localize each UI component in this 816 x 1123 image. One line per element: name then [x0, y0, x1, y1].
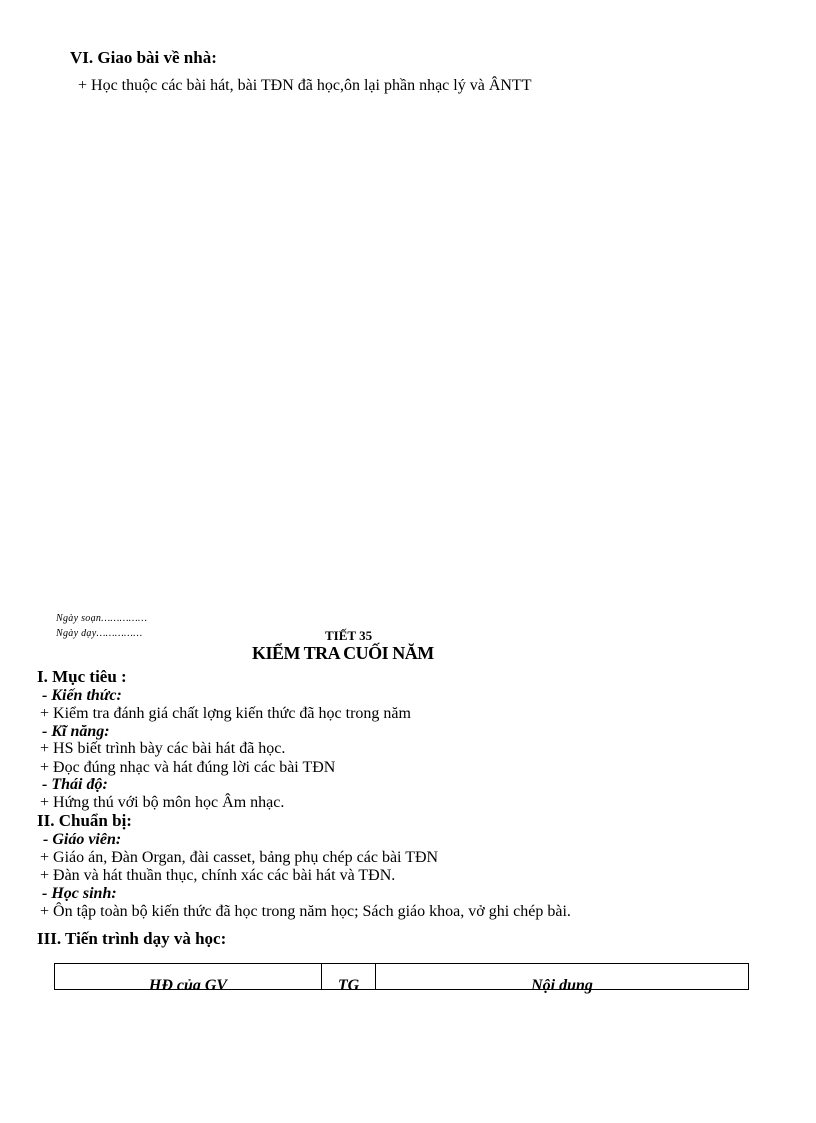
homework-item: + Học thuộc các bài hát, bài TĐN đã học,ôn lại phần nhạc lý và ÂNTT [78, 77, 532, 94]
teacher-label: - Giáo viên: [43, 831, 122, 848]
skills-item: + Đọc đúng nhạc và hát đúng lời các bài TĐN [40, 759, 336, 776]
knowledge-item: + Kiểm tra đánh giá chất lợng kiến thức đã học trong năm [40, 705, 411, 722]
column-header: Nội dung [376, 964, 749, 990]
lesson-plan-table [54, 963, 749, 994]
process-heading: III. Tiến trình dạy và học: [37, 929, 227, 948]
knowledge-label: - Kiến thức: [42, 687, 122, 704]
column-header: HĐ của GV [55, 964, 322, 990]
table-header-row [55, 964, 749, 990]
objectives-heading: I. Mục tiêu : [37, 667, 127, 686]
date-prepared: Ngày soạn…………… [56, 613, 148, 624]
teacher-item: + Đàn và hát thuần thục, chính xác các bài hát và TĐN. [40, 867, 396, 884]
student-item: + Ôn tập toàn bộ kiến thức đã học trong năm học; Sách giáo khoa, vở ghi chép bài. [40, 903, 571, 920]
student-label: - Học sinh: [42, 885, 117, 902]
section-6-heading: VI. Giao bài về nhà: [70, 48, 217, 67]
column-header: TG [322, 964, 376, 990]
page-title: KIỂM TRA CUỐI NĂM [252, 643, 434, 663]
skills-item: + HS biết trình bày các bài hát đã học. [40, 740, 286, 757]
date-taught: Ngày dạy…………… [56, 628, 143, 639]
lesson-number: TIẾT 35 [325, 628, 373, 643]
preparation-heading: II. Chuẩn bị: [37, 811, 132, 830]
skills-label: - Kĩ năng: [42, 723, 110, 740]
attitude-label: - Thái độ: [42, 776, 108, 793]
teacher-item: + Giáo án, Đàn Organ, đài casset, bảng phụ chép các bài TĐN [40, 849, 439, 866]
attitude-item: + Hứng thú với bộ môn học Âm nhạc. [40, 794, 285, 811]
